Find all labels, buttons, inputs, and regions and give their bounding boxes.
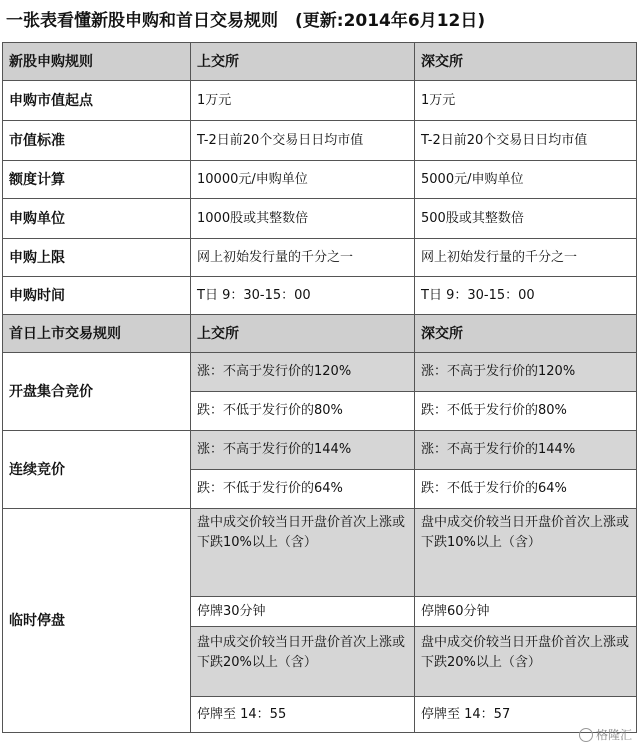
sz-cell: 跌：不低于发行价的80% xyxy=(415,392,637,431)
row-label: 连续竞价 xyxy=(3,431,191,509)
table-row xyxy=(3,161,637,199)
table-row xyxy=(3,277,637,315)
sh-cell: 停牌至 14：55 xyxy=(191,697,415,733)
row-label: 申购市值起点 xyxy=(3,81,191,121)
sh-cell: 1000股或其整数倍 xyxy=(191,199,415,239)
header-cell: 深交所 xyxy=(415,43,637,81)
sz-cell: T日 9：30-15：00 xyxy=(415,277,637,315)
header-cell: 新股申购规则 xyxy=(3,43,191,81)
subscription-header-row xyxy=(3,43,637,81)
sh-cell: 跌：不低于发行价的80% xyxy=(191,392,415,431)
header-cell: 上交所 xyxy=(191,43,415,81)
watermark xyxy=(579,726,632,743)
sh-cell: T日 9：30-15：00 xyxy=(191,277,415,315)
sz-cell: 跌：不低于发行价的64% xyxy=(415,470,637,509)
sz-cell: 5000元/申购单位 xyxy=(415,161,637,199)
header-cell: 上交所 xyxy=(191,315,415,353)
table-row xyxy=(3,353,637,392)
row-label: 申购上限 xyxy=(3,239,191,277)
sh-cell: 1万元 xyxy=(191,81,415,121)
first-day-header-row xyxy=(3,315,637,353)
row-label: 申购时间 xyxy=(3,277,191,315)
row-label: 申购单位 xyxy=(3,199,191,239)
header-cell: 深交所 xyxy=(415,315,637,353)
page-title: 一张表看懂新股申购和首日交易规则 (更新:2014年6月12日) xyxy=(6,11,486,31)
sh-cell: T-2日前20个交易日日均市值 xyxy=(191,121,415,161)
table-row xyxy=(3,431,637,470)
sz-cell: T-2日前20个交易日日均市值 xyxy=(415,121,637,161)
sh-cell: 盘中成交价较当日开盘价首次上涨或下跌20%以上（含） xyxy=(191,627,415,697)
row-label: 额度计算 xyxy=(3,161,191,199)
sz-cell: 盘中成交价较当日开盘价首次上涨或下跌10%以上（含） xyxy=(415,509,637,597)
sz-cell: 500股或其整数倍 xyxy=(415,199,637,239)
rules-table xyxy=(2,42,637,733)
sz-cell: 停牌至 14：57 xyxy=(415,697,637,733)
sh-cell: 跌：不低于发行价的64% xyxy=(191,470,415,509)
watermark-logo-icon xyxy=(579,728,593,742)
row-label: 开盘集合竞价 xyxy=(3,353,191,431)
row-label: 临时停盘 xyxy=(3,509,191,733)
sh-cell: 10000元/申购单位 xyxy=(191,161,415,199)
sz-cell: 网上初始发行量的千分之一 xyxy=(415,239,637,277)
table-row xyxy=(3,199,637,239)
sz-cell: 涨：不高于发行价的144% xyxy=(415,431,637,470)
table-row xyxy=(3,239,637,277)
row-label: 市值标准 xyxy=(3,121,191,161)
sh-cell: 涨：不高于发行价的144% xyxy=(191,431,415,470)
sh-cell: 涨：不高于发行价的120% xyxy=(191,353,415,392)
sz-cell: 盘中成交价较当日开盘价首次上涨或下跌20%以上（含） xyxy=(415,627,637,697)
sh-cell: 盘中成交价较当日开盘价首次上涨或下跌10%以上（含） xyxy=(191,509,415,597)
sz-cell: 停牌60分钟 xyxy=(415,597,637,627)
table-row xyxy=(3,121,637,161)
sz-cell: 涨：不高于发行价的120% xyxy=(415,353,637,392)
table-row xyxy=(3,81,637,121)
table-row xyxy=(3,509,637,597)
watermark-text: 格隆汇 xyxy=(595,728,632,742)
sz-cell: 1万元 xyxy=(415,81,637,121)
sh-cell: 网上初始发行量的千分之一 xyxy=(191,239,415,277)
header-cell: 首日上市交易规则 xyxy=(3,315,191,353)
sh-cell: 停牌30分钟 xyxy=(191,597,415,627)
